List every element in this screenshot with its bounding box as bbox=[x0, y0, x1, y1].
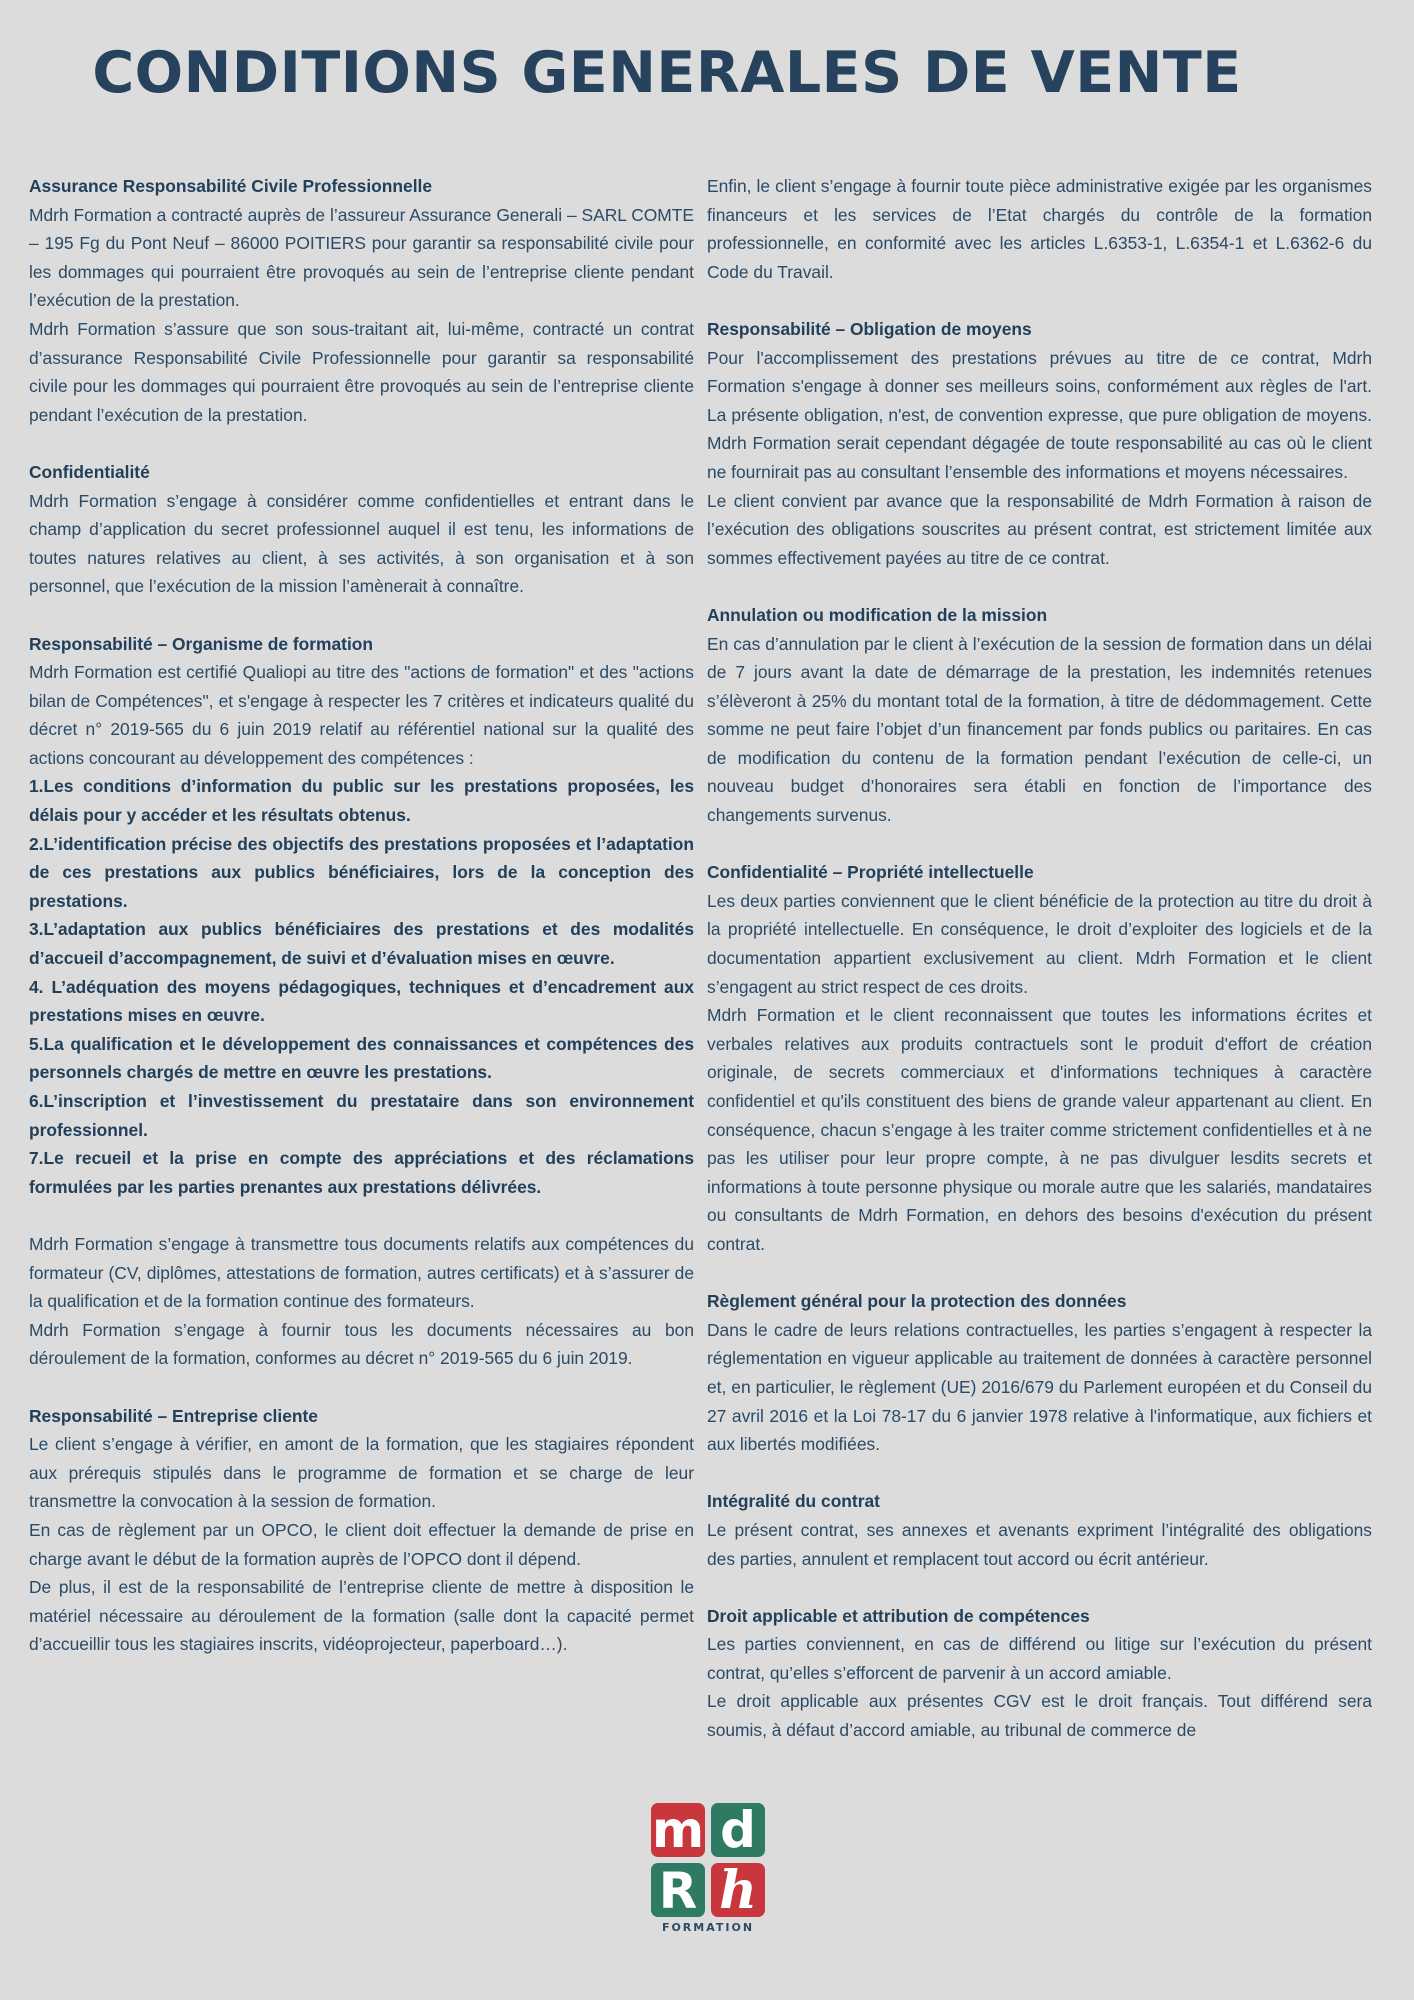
section-paragraph: Mdrh Formation s’engage à fournir tous les documents nécessaires au bon déroulement de la formation, conformes au décret n° 2019-565 du 6 juin 2019. bbox=[29, 1319, 694, 1369]
section-paragraph: Le présent contrat, ses annexes et avenants expriment l’intégralité des obligations des parties, annulent et remplacent tout accord ou écrit antérieur. bbox=[707, 1519, 1372, 1569]
section bbox=[707, 315, 1372, 572]
section-paragraph: Mdrh Formation s’engage à transmettre tous documents relatifs aux compétences du formateur (CV, diplômes, attestations de formation, autres certificats) et à s’assurer de la qualification et de la formation continue des formateurs. bbox=[29, 1233, 694, 1312]
section-paragraph: Mdrh Formation et le client reconnaissent que toutes les informations écrites et verbales relatives aux produits contractuels sont le produit d'effort de création originale, de secrets commerciaux et d'informations techniques à caractère confidentiel et qu'ils constituent des biens de grande valeur appartenant au client. En conséquence, chacun s’engage à les traiter comme strictement confidentielles et à ne pas les utiliser pour leur propre compte, à ne pas divulguer lesdits secrets et informations à toute personne physique ou morale autre que les salariés, mandataires ou consultants de Mdrh Formation, en dehors des besoins d'exécution du présent contrat. bbox=[707, 1005, 1372, 1254]
section-paragraph: En cas de règlement par un OPCO, le client doit effectuer la demande de prise en charge avant le début de la formation auprès de l’OPCO dont il dépend. bbox=[29, 1519, 694, 1569]
logo-letter-h: h bbox=[719, 1860, 757, 1920]
section-paragraph: Mdrh Formation a contracté auprès de l’assureur Assurance Generali – SARL COMTE – 195 Fg du Pont Neuf – 86000 POITIERS pour garantir sa responsabilité civile pour les dommages qui pourraient être provoqués au sein de l’entreprise cliente pendant l’exécution de la prestation. bbox=[29, 204, 694, 311]
section-paragraph: Mdrh Formation s’engage à considérer comme confidentielles et entrant dans le champ d’application du secret professionnel auquel il est tenu, les informations de toutes natures relatives au client, à ses activités, à son organisation et à son personnel, que l’exécution de la mission l’amènerait à connaître. bbox=[29, 490, 694, 597]
section-paragraph: Pour l'accomplissement des prestations prévues au titre de ce contrat, Mdrh Formation s'engage à donner ses meilleurs soins, conformément aux règles de l'art. La présente obligation, n'est, de convention expresse, que pure obligation de moyens. Mdrh Formation serait cependant dégagée de toute responsabilité au cas où le client ne fournirait pas au consultant l’ensemble des informations et moyens nécessaires. bbox=[707, 347, 1372, 482]
logo-letter-d: d bbox=[720, 1801, 756, 1859]
section-heading: Confidentialité – Propriété intellectuelle bbox=[707, 862, 1034, 883]
section-heading: Intégralité du contrat bbox=[707, 1491, 880, 1512]
section-paragraph: Le client s’engage à vérifier, en amont de la formation, que les stagiaires répondent aux prérequis stipulés dans le programme de formation et se charge de leur transmettre la convocation à la session de formation. bbox=[29, 1434, 694, 1512]
section bbox=[707, 601, 1372, 830]
section-heading: Responsabilité – Entreprise cliente bbox=[29, 1405, 318, 1426]
section bbox=[707, 1602, 1372, 1745]
logo-letter-m: m bbox=[651, 1801, 705, 1859]
section bbox=[707, 1287, 1372, 1459]
left-column bbox=[29, 172, 694, 1687]
criterion-item: 5.La qualification et le développement des connaissances et compétences des personnels chargés de mettre en œuvre les prestations. bbox=[29, 1033, 694, 1083]
section-paragraph: Dans le cadre de leurs relations contractuelles, les parties s’engagent à respecter la réglementation en vigueur applicable au traitement de données à caractère personnel et, en particulier, le règlement (UE) 2016/679 du Parlement européen et du Conseil du 27 avril 2016 et la Loi 78-17 du 6 janvier 1978 relative à l'informatique, aux fichiers et aux libertés modifiées. bbox=[707, 1319, 1372, 1455]
criterion-item: 4. L’adéquation des moyens pédagogiques, techniques et d’encadrement aux prestations mises en œuvre. bbox=[29, 976, 694, 1026]
section-paragraph: Les deux parties conviennent que le client bénéficie de la protection au titre du droit à la propriété intellectuelle. En conséquence, le droit d’exploiter des logiciels et de la documentation appartient exclusivement au client. Mdrh Formation et le client s’engagent au strict respect de ces droits. bbox=[707, 890, 1372, 997]
criterion-item: 7.Le recueil et la prise en compte des appréciations et des réclamations formulées par les parties prenantes aux prestations délivrées. bbox=[29, 1148, 694, 1197]
section-paragraph: Mdrh Formation s’assure que son sous-traitant ait, lui-même, contracté un contrat d’assurance Responsabilité Civile Professionnelle pour garantir sa responsabilité civile pour les dommages qui pourraient être provoqués au sein de l’entreprise cliente pendant l’exécution de la prestation. bbox=[29, 318, 694, 425]
section bbox=[29, 458, 694, 601]
section bbox=[707, 858, 1372, 1258]
section-heading: Confidentialité bbox=[29, 461, 150, 482]
right-column bbox=[707, 172, 1372, 1773]
section bbox=[29, 630, 694, 1202]
section-paragraph: Le droit applicable aux présentes CGV est le droit français. Tout différend sera soumis, à défaut d’accord amiable, au tribunal de commerce de bbox=[707, 1691, 1372, 1741]
section bbox=[707, 172, 1372, 286]
section-heading: Assurance Responsabilité Civile Professionnelle bbox=[29, 176, 433, 196]
mdrh-logo bbox=[648, 1800, 768, 1940]
logo-letter-r: R bbox=[658, 1862, 698, 1920]
section-paragraph: Enfin, le client s’engage à fournir toute pièce administrative exigée par les organismes financeurs et les services de l’Etat chargés du contrôle de la formation professionnelle, en conformité avec les articles L.6353-1, L.6354-1 et L.6362-6 du Code du Travail. bbox=[707, 176, 1372, 282]
section-paragraph: Mdrh Formation est certifié Qualiopi au titre des "actions de formation" et des "actions bilan de Compétences", et s'engage à respecter les 7 critères et indicateurs qualité du décret n° 2019-565 du 6 juin 2019 relatif au référentiel national sur la qualité des actions concourant au développement des compétences : bbox=[29, 662, 694, 768]
mdrh-logo-mark bbox=[648, 1800, 768, 1920]
section bbox=[29, 1402, 694, 1659]
logo-caption: FORMATION bbox=[661, 1921, 755, 1934]
section-paragraph: Le client convient par avance que la responsabilité de Mdrh Formation à raison de l’exécution des obligations souscrites au présent contrat, est strictement limitée aux sommes effectivement payées au titre de ce contrat. bbox=[707, 490, 1372, 568]
criterion-item: 2.L’identification précise des objectifs des prestations proposées et l’adaptation de ces prestations aux publics bénéficiaires, lors de la conception des prestations. bbox=[29, 833, 694, 911]
criterion-item: 3.L’adaptation aux publics bénéficiaires des prestations et des modalités d’accueil d’accompagnement, de suivi et d’évaluation mises en œuvre. bbox=[29, 919, 694, 969]
criterion-item: 1.Les conditions d’information du public sur les prestations proposées, les délais pour y accéder et les résultats obtenus. bbox=[29, 776, 694, 826]
criterion-item: 6.L’inscription et l’investissement du prestataire dans son environnement professionnel. bbox=[29, 1091, 694, 1140]
section-heading: Responsabilité – Obligation de moyens bbox=[707, 318, 1032, 339]
section-heading: Responsabilité – Organisme de formation bbox=[29, 633, 374, 654]
section bbox=[707, 1487, 1372, 1573]
page-title: CONDITIONS GENERALES DE VENTE bbox=[92, 40, 1242, 106]
section-paragraph: En cas d’annulation par le client à l’exécution de la session de formation dans un délai de 7 jours avant la date de démarrage de la prestation, les indemnités retenues s’élèveront à 25% du montant total de la formation, à titre de dédommagement. Cette somme ne peut faire l’objet d’un financement par fonds publics ou paritaires. En cas de modification du contenu de la formation pendant l’exécution de celle-ci, un nouveau budget d’honoraires sera établi en fonction de l’importance des changements survenus. bbox=[707, 633, 1372, 826]
section-heading: Droit applicable et attribution de compétences bbox=[707, 1605, 1090, 1626]
section-heading: Annulation ou modification de la mission bbox=[707, 604, 1048, 625]
section bbox=[29, 172, 694, 429]
section-paragraph: Les parties conviennent, en cas de différend ou litige sur l’exécution du présent contrat, qu’elles s’efforcent de parvenir à un accord amiable. bbox=[707, 1634, 1372, 1683]
section-paragraph: De plus, il est de la responsabilité de l’entreprise cliente de mettre à disposition le matériel nécessaire au déroulement de la formation (salle dont la capacité permet d’accueillir tous les stagiaires inscrits, vidéoprojecteur, paperboard…). bbox=[29, 1577, 694, 1655]
section-heading: Règlement général pour la protection des données bbox=[707, 1291, 1127, 1312]
section bbox=[29, 1230, 694, 1373]
